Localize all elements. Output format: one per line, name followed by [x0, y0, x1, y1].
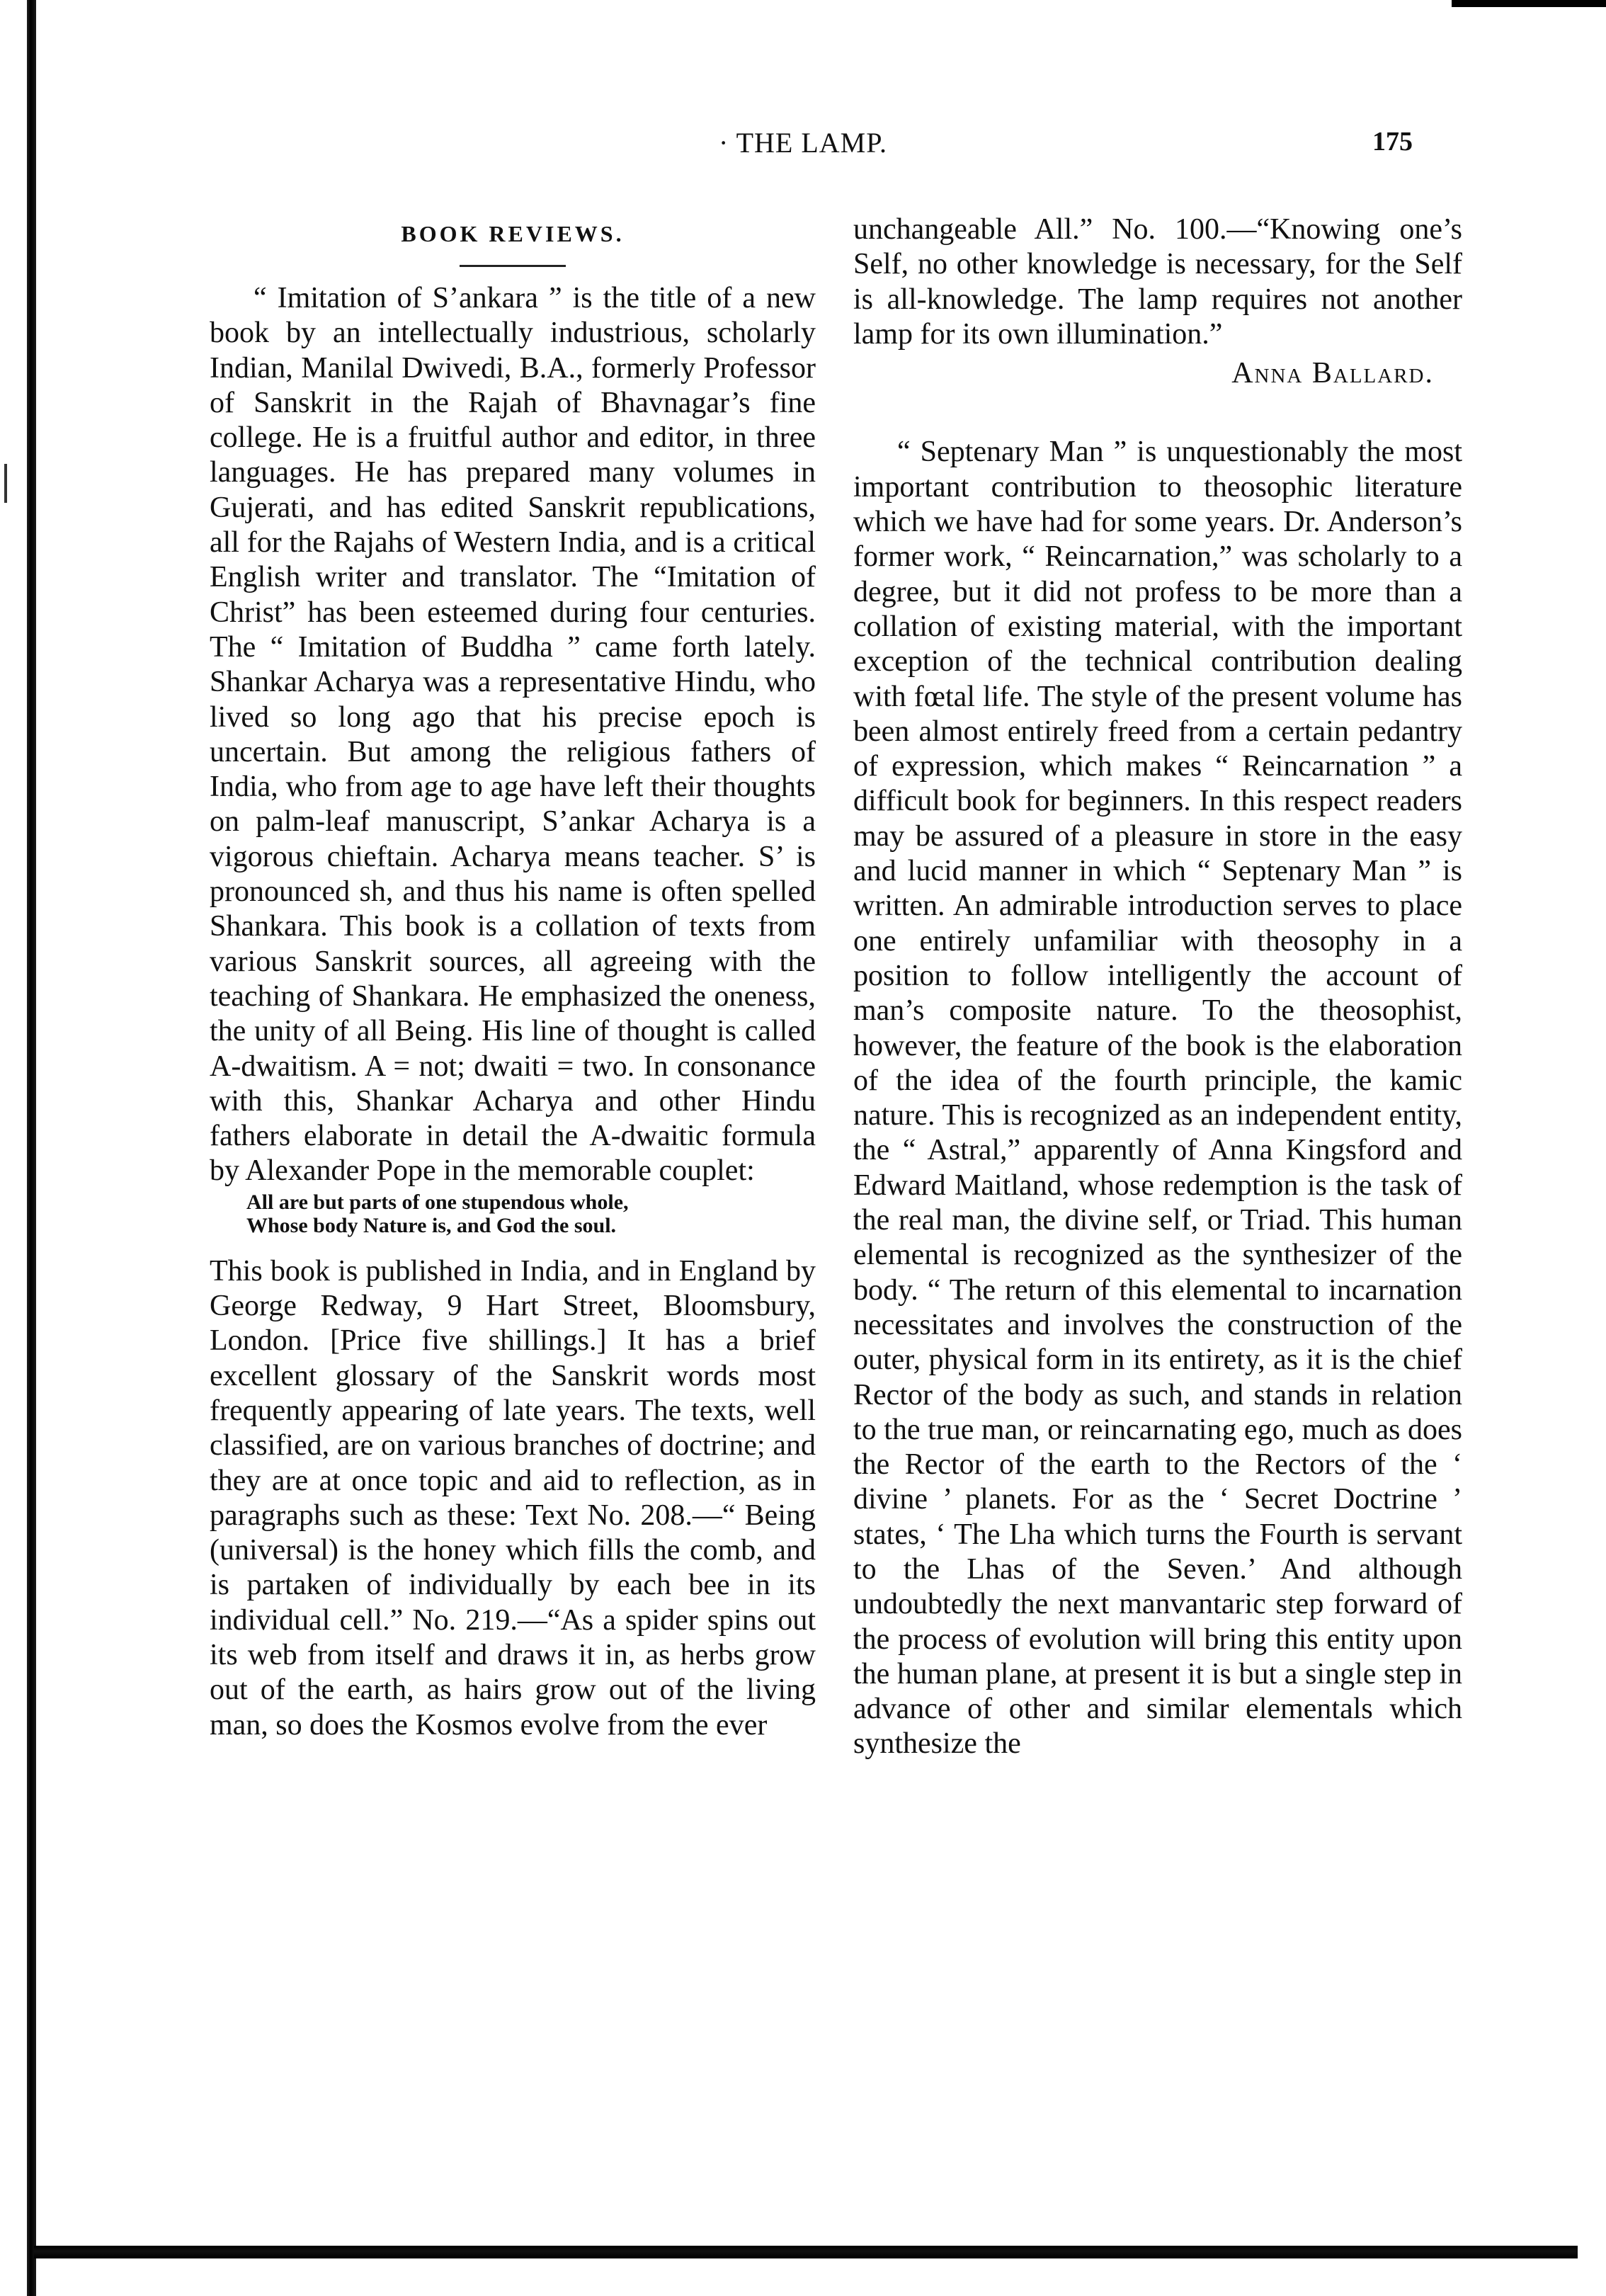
section-heading: BOOK REVIEWS.: [401, 221, 625, 246]
page-number: 175: [1372, 127, 1413, 157]
review-signature: Anna Ballard.: [1231, 357, 1434, 390]
couplet-line: All are but parts of one stupendous whole,: [246, 1190, 629, 1214]
page-border-bottom: [34, 2246, 1578, 2258]
heading-rule: [460, 265, 566, 267]
review-paragraph: “ Imitation of S’ankara ” is the title of a new book by an intellectually industrious, scholarly Indian, Manilal Dwivedi, B.A., formerly Professor of Sanskrit in the Rajah of Bhavnagar’s fine college. He is a fruitful author and editor, in three languages. He has prepared many volumes in Gujerati, and has edited Sanskrit republications, all for the Rajahs of Western India, and is a critical English writer and translator. The “Imitation of Christ” has been esteemed during four centuries. The “ Imitation of Buddha ” came forth lately. Shankar Acharya was a representative Hindu, who lived so long ago that his precise epoch is uncertain. But among the religious fathers of India, who from age to age have left their thoughts on palm-leaf manuscript, S’ankar Acharya is a vigorous chieftain. Acharya means teacher. S’ is pronounced sh, and thus his name is often spelled Shankara. This book is a collation of texts from various Sanskrit sources, all agreeing with the teaching of Shankara. He emphasized the oneness, the unity of all Being. His line of thought is called A-dwaitism. A = not; dwaiti = two. In consonance with this, Shankar Acharya and other Hindu fathers elaborate in detail the A-dwaitic formula by Alexander Pope in the memorable couplet:: [210, 282, 816, 1188]
couplet-line: Whose body Nature is, and God the soul.: [246, 1213, 617, 1237]
quoted-couplet: [246, 1190, 816, 1237]
review-paragraph: This book is published in India, and in England by George Redway, 9 Hart Street, Bloomsbury, London. [Price five shillings.] It has a brief excellent glossary of the Sanskrit words most frequently appearing of late years. The texts, well classified, are on various branches of doctrine; and they are at once topic and aid to reflection, as in paragraphs such as these: Text No. 208.—“ Being (universal) is the honey which fills the comb, and is partaken of individually by each bee in its individual cell.” No. 219.—“As a spider spins out its web from itself and draws it in, as herbs grow out of the earth, as hairs grow out of the living man, so does the Kosmos evolve from the ever: [210, 1254, 816, 1741]
left-column: [210, 212, 816, 1743]
running-head: [0, 126, 1606, 169]
right-column: [853, 212, 1462, 1762]
running-title: · THE LAMP.: [718, 127, 888, 159]
review-paragraph: unchangeable All.” No. 100.—“Knowing one’s Self, no other knowledge is necessary, for the Self is all-knowledge. The lamp requires not another lamp for its own illumination.”: [853, 213, 1462, 351]
page-border-left: [27, 0, 36, 2296]
paragraph-gap: [853, 391, 1462, 435]
scan-edge-mark: [4, 464, 7, 503]
page-border-top: [1452, 0, 1606, 7]
review-paragraph: “ Septenary Man ” is unquestionably the most important contribution to theosophic literature which we have had for some years. Dr. Anderson’s former work, “ Reincarnation,” was scholarly to a degree, but it did not profess to be more than a collation of existing material, with the important exception of the technical contribution dealing with fœtal life. The style of the present volume has been almost entirely freed from a certain pedantry of expression, which makes “ Reincarnation ” a difficult book for beginners. In this respect readers may be assured of a pleasure in store in the easy and lucid manner in which “ Septenary Man ” is written. An admirable introduction serves to place one entirely unfamiliar with theosophy in a position to follow intelligently the account of man’s composite nature. To the theosophist, however, the feature of the book is the elaboration of the idea of the fourth principle, the kamic nature. This is recognized as an independent entity, the “ Astral,” apparently of Anna Kingsford and Edward Maitland, whose redemption is the task of the real man, the divine self, or Triad. This human elemental is recognized as the synthesizer of the body. “ The return of this elemental to incarnation necessitates and involves the construction of the outer, physical form in its entirety, as it is the chief Rector of the body as such, and stands in relation to the true man, or reincarnating ego, much as does the Rector of the earth to the Rectors of the ‘ divine ’ planets. For as the ‘ Secret Doctrine ’ states, ‘ The Lha which turns the Fourth is servant to the Lhas of the Seven.’ And although undoubtedly the next manvantaric step forward of the process of evolution will bring this entity upon the human plane, at present it is but a single step in advance of other and similar elementals which synthesize the: [853, 436, 1462, 1761]
